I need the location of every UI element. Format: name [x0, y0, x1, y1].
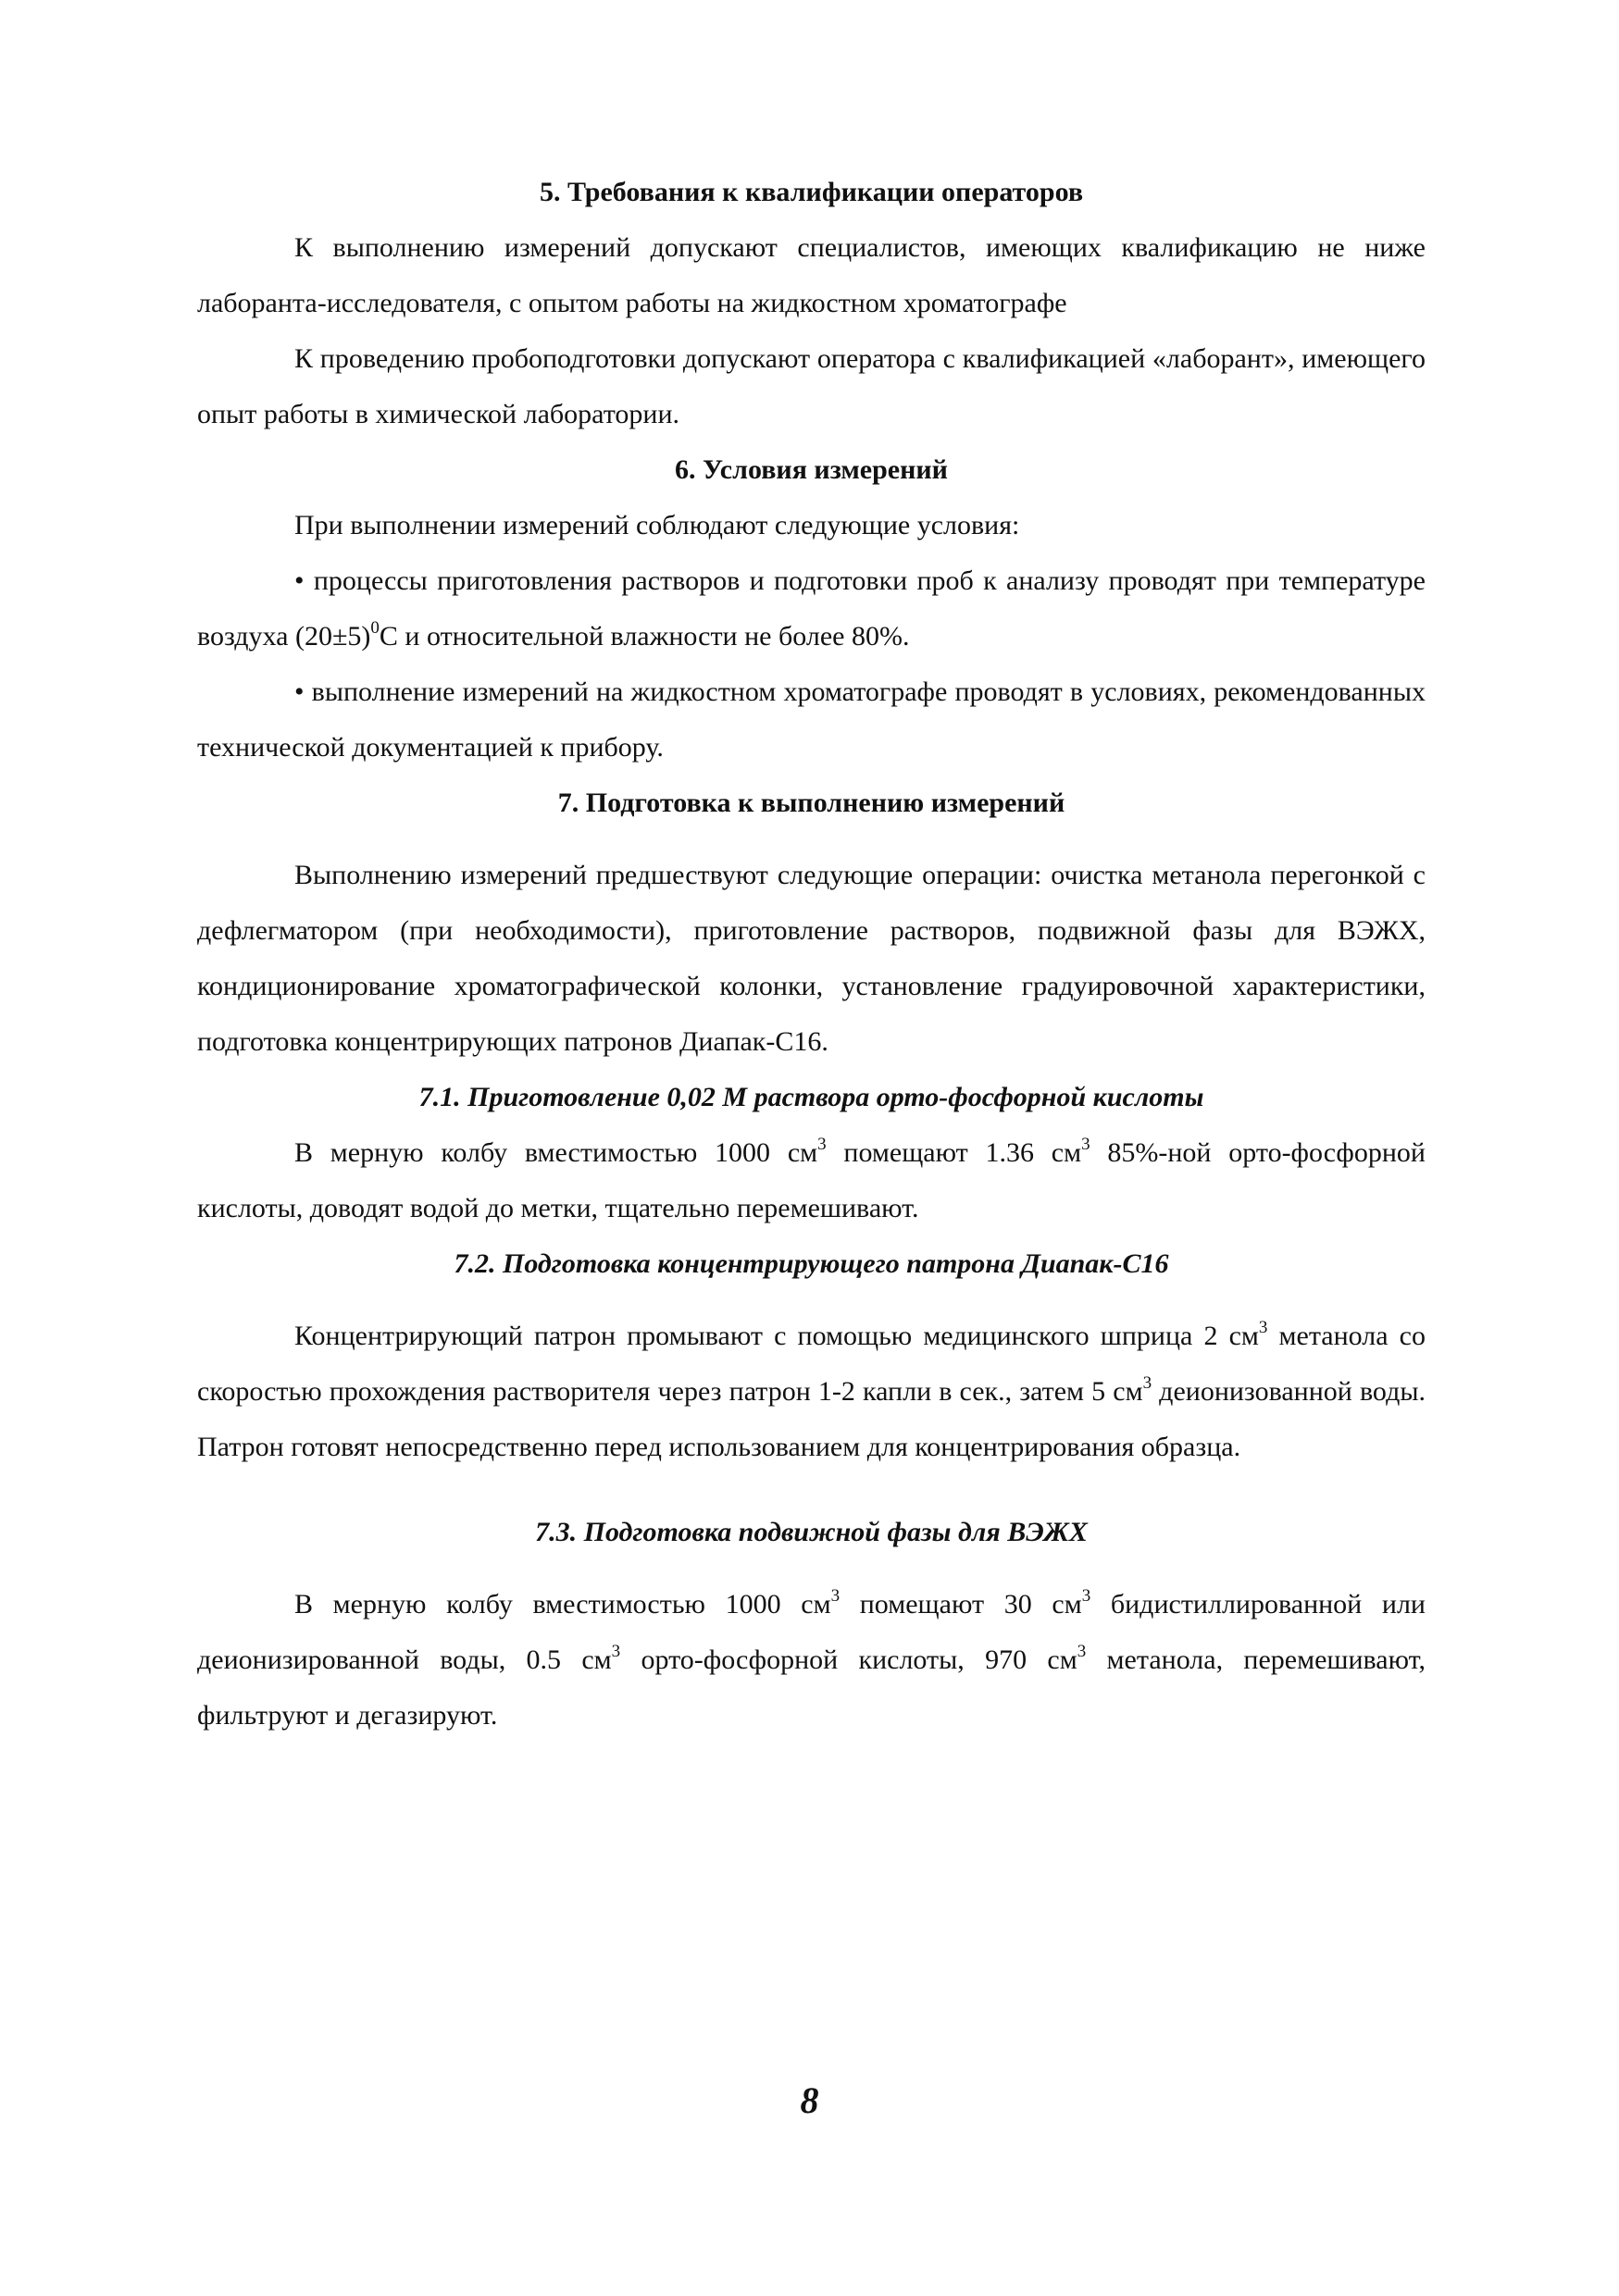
section-7-3-paragraph [197, 1577, 1426, 1744]
text-segment: деионизованной воды. Патрон готовят непосредственно перед использованием для концентрирования образца. [197, 1376, 1426, 1462]
superscript: 3 [1142, 1373, 1152, 1393]
superscript: 3 [830, 1586, 841, 1606]
spacer [197, 1560, 1426, 1577]
spacer [197, 831, 1426, 848]
text-segment: С и относительной влажности не более 80%. [379, 621, 910, 652]
superscript: 3 [611, 1642, 621, 1661]
page-content [197, 165, 1426, 1744]
section-7-heading: 7. Подготовка к выполнению измерений [557, 788, 1065, 818]
section-7-3-heading: 7.3. Подготовка подвижной фазы для ВЭЖХ [535, 1517, 1088, 1547]
superscript: 3 [1081, 1586, 1091, 1606]
text-segment: В мерную колбу вместимостью 1000 см [294, 1137, 818, 1168]
text-segment: • процессы приготовления растворов и подготовки проб к анализу проводят при температуре воздуха (20±5) [197, 565, 1426, 652]
text-segment: помещают 30 см [840, 1589, 1082, 1620]
superscript: 0 [370, 618, 380, 638]
text-segment: В мерную колбу вместимостью 1000 см [294, 1589, 831, 1620]
section-7-1-heading: 7.1. Приготовление 0,02 М раствора орто-фосфорной кислоты [418, 1082, 1204, 1112]
section-7-1-paragraph [197, 1125, 1426, 1236]
section-5-paragraph-2: К проведению пробоподготовки допускают оператора с квалификацией «лаборант», имеющего опыт работы в химической лаборатории. [197, 343, 1426, 429]
section-6-intro: При выполнении измерений соблюдают следующие условия: [294, 510, 1020, 540]
text-segment: помещают 1.36 см [826, 1137, 1082, 1168]
text-segment: метанола со скоростью прохождения растворителя через патрон 1-2 капли в сек., затем 5 см [197, 1321, 1426, 1407]
superscript: 3 [1077, 1642, 1087, 1661]
spacer [197, 1475, 1426, 1505]
section-6-bullet-1 [197, 553, 1426, 664]
text-segment: Концентрирующий патрон промывают с помощью медицинского шприца 2 см [294, 1321, 1259, 1351]
text-segment: орто-фосфорной кислоты, 970 см [620, 1644, 1077, 1675]
text-segment: 85%-ной орто-фосфорной кислоты, доводят водой до метки, тщательно перемешивают. [197, 1137, 1426, 1223]
section-6-heading: 6. Условия измерений [675, 454, 948, 485]
text-segment: бидистиллированной или деионизированной воды, 0.5 см [197, 1589, 1426, 1675]
section-7-2-paragraph [197, 1309, 1426, 1475]
section-7-paragraph: Выполнению измерений предшествуют следующие операции: очистка метанола перегонкой с дефлегматором (при необходимости), приготовление растворов, подвижной фазы для ВЭЖХ, кондиционирование хроматографической колонки, установление градуировочной характеристики, подготовка концентрирующих патронов Диапак-С16. [197, 860, 1426, 1057]
section-7-2-heading: 7.2. Подготовка концентрирующего патрона Диапак-С16 [454, 1248, 1169, 1279]
page-number: 8 [800, 2079, 819, 2121]
section-5-paragraph-1: К выполнению измерений допускают специалистов, имеющих квалификацию не ниже лаборанта-исследователя, с опытом работы на жидкостном хроматографе [197, 232, 1426, 318]
superscript: 3 [1258, 1318, 1268, 1337]
spacer [197, 1292, 1426, 1309]
superscript: 3 [1081, 1135, 1090, 1154]
section-5-heading: 5. Требования к квалификации операторов [539, 177, 1084, 207]
text-segment: метанола, перемешивают, фильтруют и дегазируют. [197, 1644, 1426, 1731]
superscript: 3 [817, 1135, 827, 1154]
section-6-bullet-2: • выполнение измерений на жидкостном хроматографе проводят в условиях, рекомендованных технической документацией к прибору. [197, 676, 1426, 763]
